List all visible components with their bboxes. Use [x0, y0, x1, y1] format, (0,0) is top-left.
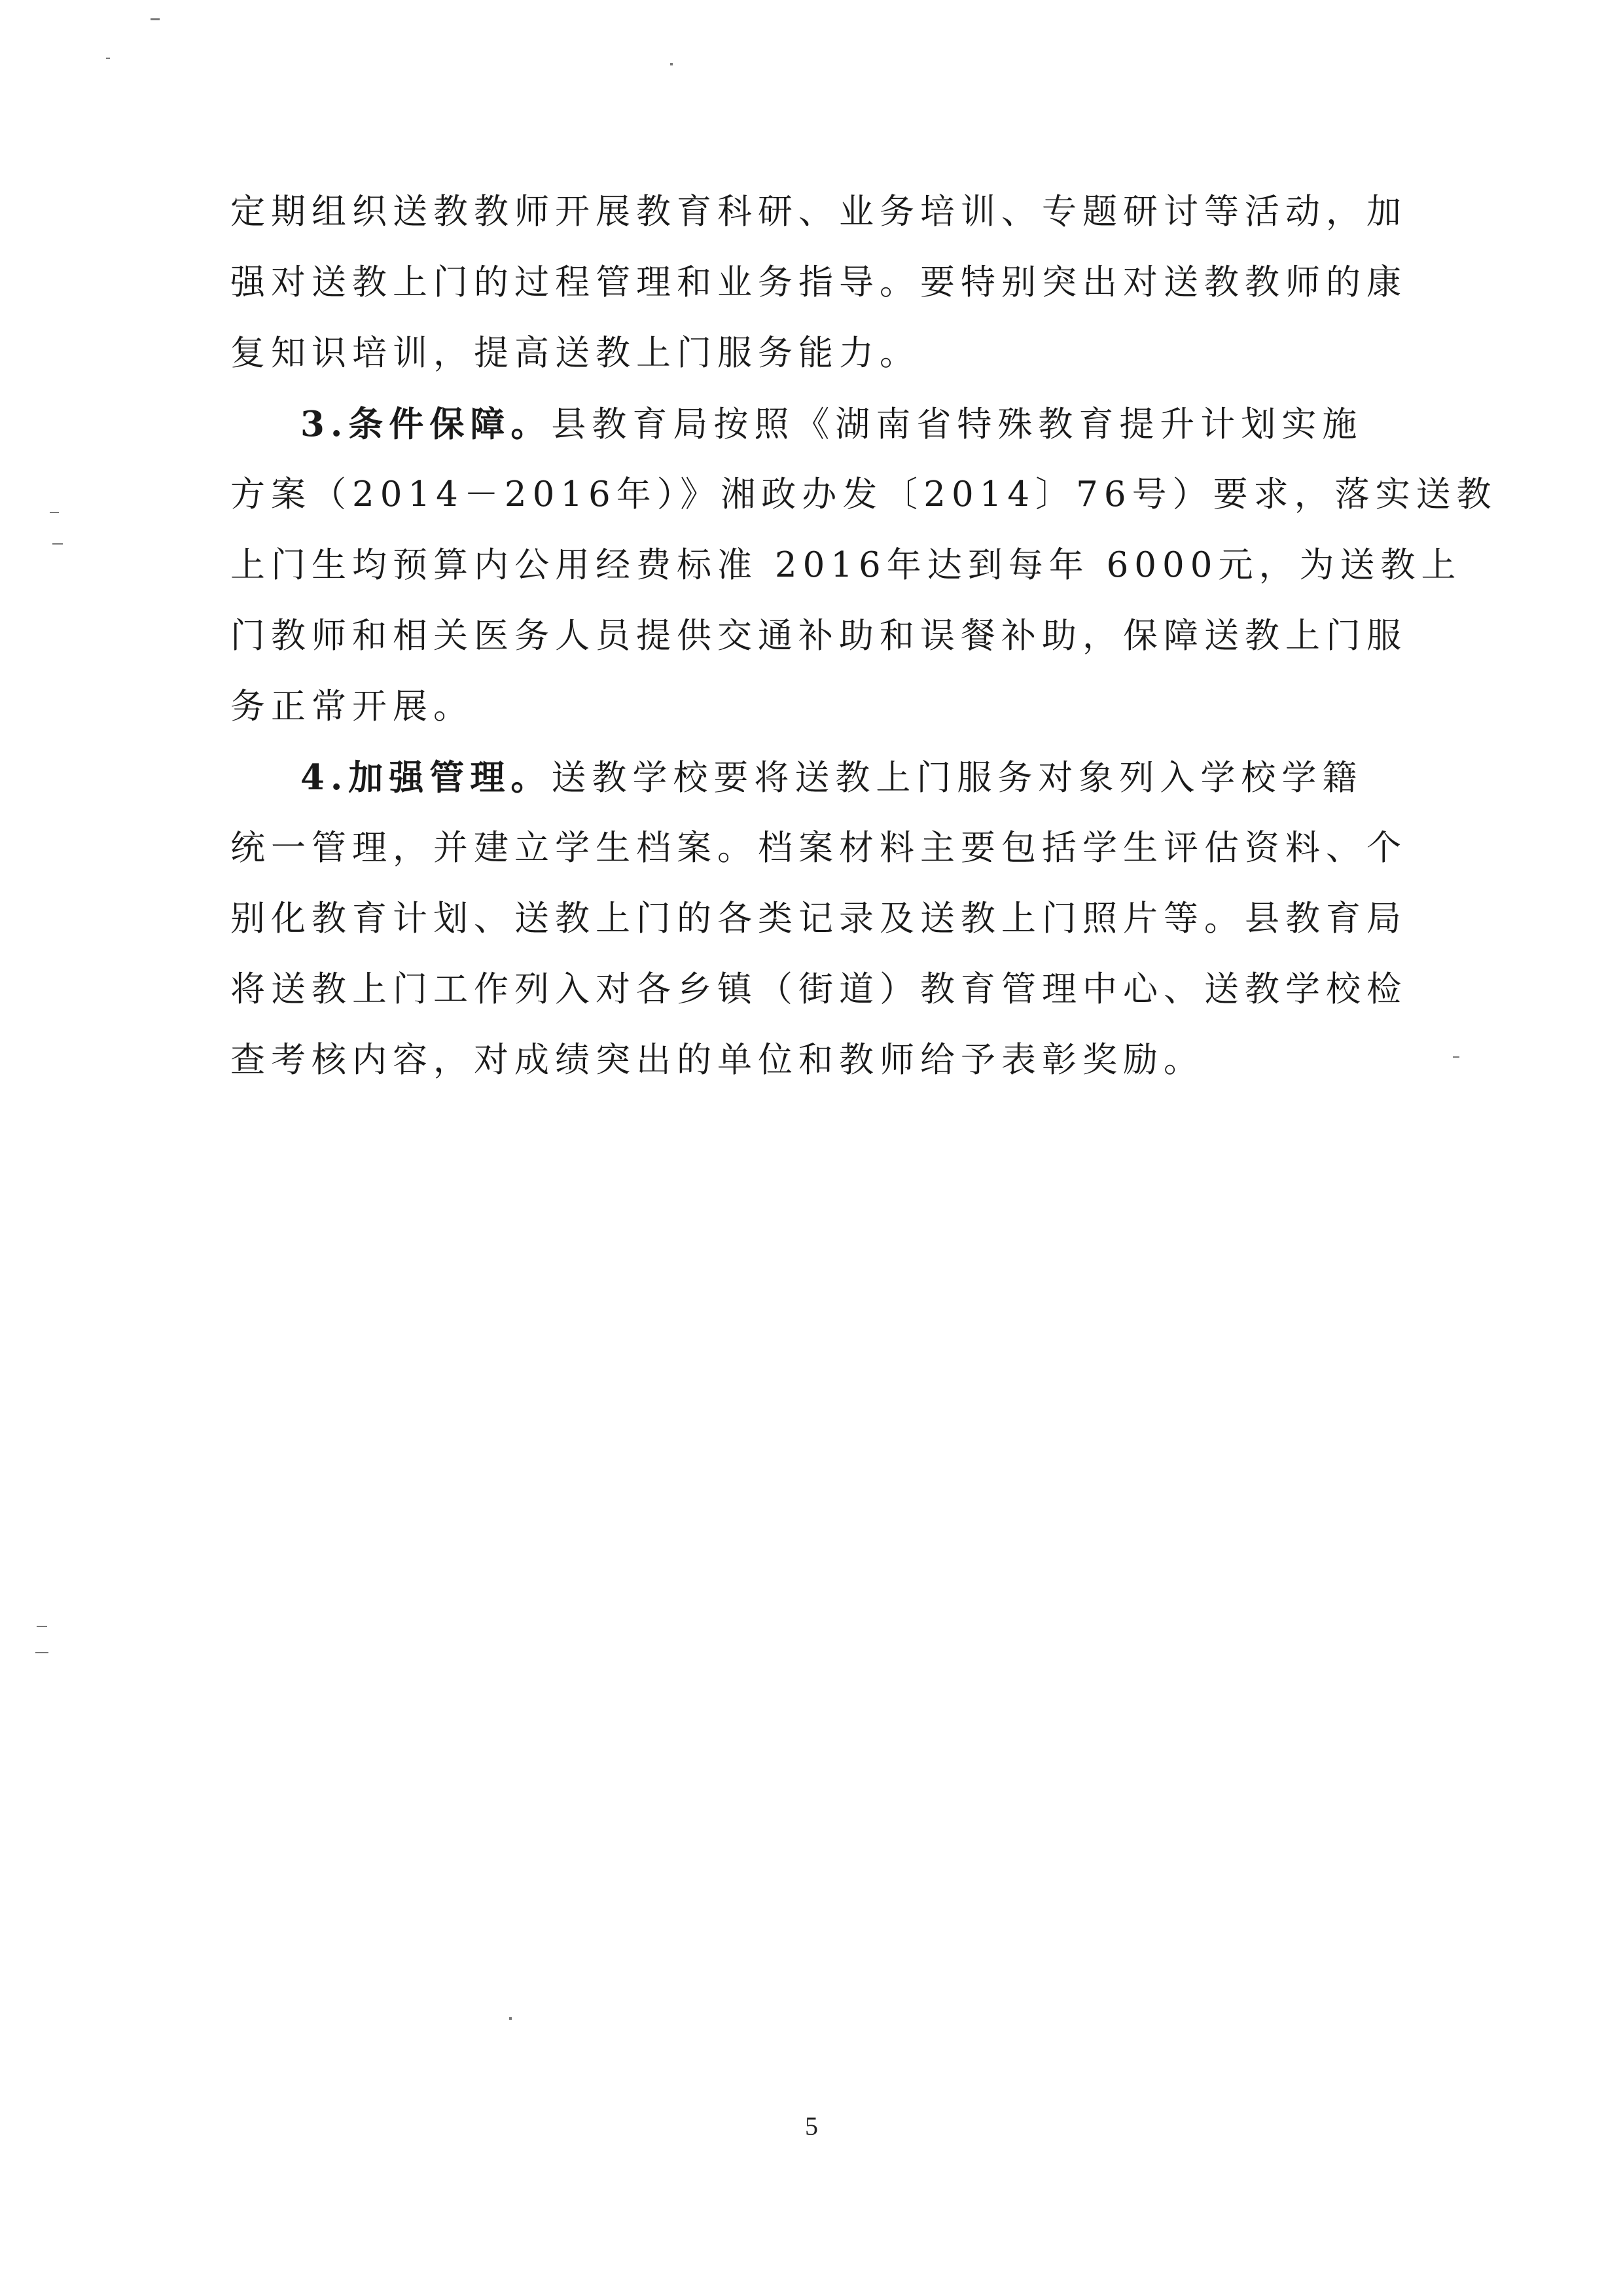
scan-speck — [1453, 1056, 1459, 1058]
section-4-heading: 4.加强管理。 — [300, 757, 552, 798]
paragraph-line: 查考核内容，对成绩突出的单位和教师给予表彰奖励。 — [230, 1040, 1204, 1080]
paragraph-line: 别化教育计划、送教上门的各类记录及送教上门照片等。县教育局 — [230, 899, 1407, 939]
scan-speck — [106, 58, 110, 59]
section-3-first-line — [230, 389, 1402, 459]
section-4-first-line — [230, 742, 1402, 813]
scan-speck — [151, 18, 160, 20]
paragraph-line: 复知识培训，提高送教上门服务能力。 — [230, 333, 920, 373]
page-number: 5 — [805, 2111, 818, 2141]
paragraph-line: 上门生均预算内公用经费标准 2016年达到每年 6000元，为送教上 — [230, 545, 1462, 585]
paragraph-line: 门教师和相关医务人员提供交通补助和误餐补助，保障送教上门服 — [230, 616, 1407, 656]
paragraph-line: 将送教上门工作列入对各乡镇（街道）教育管理中心、送教学校检 — [230, 969, 1407, 1009]
scan-speck — [670, 63, 673, 65]
paragraph-line: 定期组织送教教师开展教育科研、业务培训、专题研讨等活动，加 — [230, 192, 1407, 232]
paragraph-line: 方案（2014－2016年）》湘政办发〔2014〕76号）要求，落实送教 — [230, 475, 1497, 514]
paragraph-line: 统一管理，并建立学生档案。档案材料主要包括学生评估资料、个 — [230, 828, 1407, 868]
paragraph-line: 务正常开展。 — [230, 687, 474, 726]
paragraph-line: 强对送教上门的过程管理和业务指导。要特别突出对送教教师的康 — [230, 262, 1407, 302]
scan-speck — [50, 512, 59, 513]
section-3-heading: 3.条件保障。 — [300, 404, 552, 444]
scan-speck — [37, 1626, 47, 1627]
body-text — [230, 177, 1497, 1096]
paragraph-text: 送教学校要将送教上门服务对象列入学校学籍 — [551, 758, 1363, 798]
scan-speck — [52, 543, 63, 545]
paragraph-text: 县教育局按照《湖南省特殊教育提升计划实施 — [551, 404, 1363, 444]
scan-speck — [35, 1652, 48, 1653]
scan-speck — [509, 2017, 512, 2020]
